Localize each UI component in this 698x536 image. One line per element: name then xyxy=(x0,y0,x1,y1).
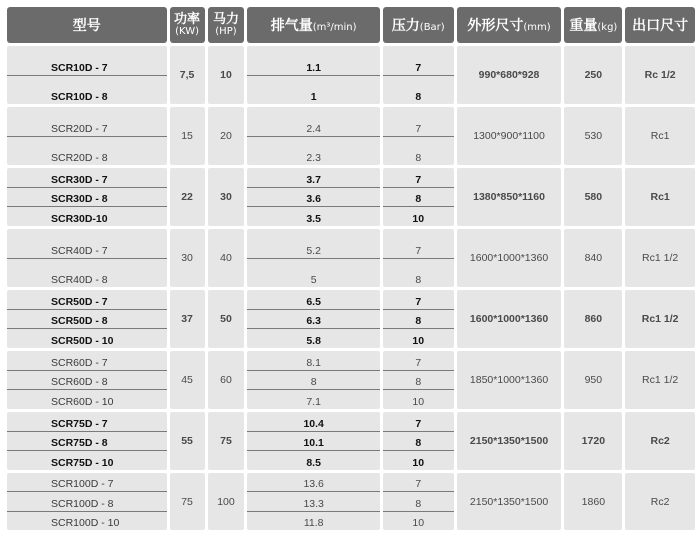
model-cell-item: SCR40D - 8 xyxy=(7,258,167,288)
dimensions-cell: 1600*1000*1360 xyxy=(457,229,562,287)
header-air-flow: 排气量(m³/min) xyxy=(247,7,379,43)
power-hp-cell: 60 xyxy=(208,351,245,409)
air-flow-cell-stack xyxy=(247,46,379,104)
air-flow-cell xyxy=(247,412,379,470)
pressure-cell xyxy=(383,473,454,530)
model-cell-item: SCR40D - 7 xyxy=(51,244,108,257)
pressure-cell-stack xyxy=(383,351,454,409)
spec-group-row xyxy=(7,412,695,470)
pressure-cell-item: 7 xyxy=(415,417,422,430)
header-weight: 重量(kg) xyxy=(564,7,622,43)
power-kw-cell: 15 xyxy=(170,107,205,165)
pressure-cell xyxy=(383,351,454,409)
model-cell xyxy=(7,168,167,226)
air-flow-cell xyxy=(247,351,379,409)
model-cell-item: SCR60D - 8 xyxy=(7,370,167,390)
air-flow-cell-stack xyxy=(247,351,379,409)
air-flow-cell-item: 11.8 xyxy=(247,511,379,530)
air-flow-cell-item: 6.3 xyxy=(247,309,379,329)
power-hp-cell: 10 xyxy=(208,46,245,104)
air-flow-cell-item: 10.1 xyxy=(247,431,379,451)
pressure-cell-item: 8 xyxy=(383,309,454,329)
model-cell xyxy=(7,46,167,104)
air-flow-cell-item: 8.5 xyxy=(247,450,379,470)
pressure-cell xyxy=(383,168,454,226)
header-power-kw: 功率 (KW) xyxy=(170,7,205,43)
air-flow-cell-item: 10.4 xyxy=(303,417,324,430)
model-cell-item: SCR30D-10 xyxy=(7,206,167,226)
pressure-cell-stack xyxy=(383,229,454,287)
header-model: 型号 xyxy=(7,7,167,43)
air-flow-cell-stack xyxy=(247,229,379,287)
dimensions-cell: 1380*850*1160 xyxy=(457,168,562,226)
power-hp-cell: 20 xyxy=(208,107,245,165)
model-cell-item: SCR20D - 7 xyxy=(51,122,108,135)
weight-cell: 580 xyxy=(564,168,622,226)
pressure-cell-item: 8 xyxy=(383,136,454,166)
power-kw-cell: 22 xyxy=(170,168,205,226)
power-hp-cell: 50 xyxy=(208,290,245,348)
air-flow-cell-item: 7.1 xyxy=(247,389,379,409)
pressure-cell-stack xyxy=(383,412,454,470)
model-cell-item: SCR60D - 7 xyxy=(51,356,108,369)
pressure-cell-stack xyxy=(383,168,454,226)
weight-cell: 1860 xyxy=(564,473,622,530)
air-flow-cell-stack xyxy=(247,412,379,470)
model-cell-item: SCR100D - 7 xyxy=(51,478,114,491)
model-cell-item: SCR10D - 7 xyxy=(51,61,108,74)
power-kw-cell: 55 xyxy=(170,412,205,470)
air-flow-cell-item: 5.2 xyxy=(306,244,321,257)
weight-cell: 1720 xyxy=(564,412,622,470)
outlet-cell: Rc1 1/2 xyxy=(625,229,695,287)
air-flow-cell-stack xyxy=(247,473,379,530)
model-cell-item: SCR100D - 10 xyxy=(7,511,167,530)
power-kw-cell: 37 xyxy=(170,290,205,348)
model-cell-item: SCR50D - 7 xyxy=(51,295,108,308)
pressure-cell-item: 10 xyxy=(383,450,454,470)
air-flow-cell-item: 3.6 xyxy=(247,187,379,207)
model-cell-item: SCR75D - 10 xyxy=(7,450,167,470)
header-outlet: 出口尺寸 xyxy=(625,7,695,43)
spec-group-row xyxy=(7,473,695,530)
model-cell-item: SCR50D - 8 xyxy=(7,309,167,329)
pressure-cell-item: 10 xyxy=(383,511,454,530)
air-flow-cell-item: 3.7 xyxy=(306,173,321,186)
model-cell-stack xyxy=(7,290,167,348)
model-cell-stack xyxy=(7,168,167,226)
spec-group-row xyxy=(7,168,695,226)
air-flow-cell-item: 6.5 xyxy=(306,295,321,308)
air-flow-cell xyxy=(247,290,379,348)
model-cell-stack xyxy=(7,107,167,165)
pressure-cell-item: 7 xyxy=(415,356,422,369)
pressure-cell-item: 8 xyxy=(383,258,454,288)
pressure-cell-item: 8 xyxy=(383,370,454,390)
air-flow-cell-item: 3.5 xyxy=(247,206,379,226)
dimensions-cell: 1600*1000*1360 xyxy=(457,290,562,348)
air-flow-cell-item: 1 xyxy=(247,75,379,105)
air-flow-cell xyxy=(247,168,379,226)
pressure-cell-item: 8 xyxy=(383,491,454,510)
weight-cell: 950 xyxy=(564,351,622,409)
pressure-cell xyxy=(383,412,454,470)
model-cell xyxy=(7,290,167,348)
dimensions-cell: 2150*1350*1500 xyxy=(457,412,562,470)
model-cell xyxy=(7,107,167,165)
weight-cell: 860 xyxy=(564,290,622,348)
pressure-cell-item: 8 xyxy=(383,75,454,105)
air-flow-cell-item: 5 xyxy=(247,258,379,288)
outlet-cell: Rc1 xyxy=(625,168,695,226)
pressure-cell-item: 7 xyxy=(415,244,422,257)
air-flow-cell-item: 13.6 xyxy=(303,478,324,491)
air-flow-cell-item: 1.1 xyxy=(306,61,321,74)
model-cell-item: SCR10D - 8 xyxy=(7,75,167,105)
model-cell-item: SCR50D - 10 xyxy=(7,328,167,348)
pressure-cell-item: 8 xyxy=(383,431,454,451)
model-cell xyxy=(7,412,167,470)
air-flow-cell xyxy=(247,46,379,104)
dimensions-cell: 2150*1350*1500 xyxy=(457,473,562,530)
model-cell xyxy=(7,351,167,409)
outlet-cell: Rc 1/2 xyxy=(625,46,695,104)
model-cell xyxy=(7,229,167,287)
power-kw-cell: 7,5 xyxy=(170,46,205,104)
pressure-cell-item: 10 xyxy=(383,206,454,226)
spec-group-row xyxy=(7,46,695,104)
pressure-cell-item: 7 xyxy=(415,61,422,74)
model-cell-stack xyxy=(7,46,167,104)
pressure-cell-item: 8 xyxy=(383,187,454,207)
outlet-cell: Rc1 1/2 xyxy=(625,351,695,409)
header-pressure: 压力(Bar) xyxy=(383,7,454,43)
pressure-cell xyxy=(383,229,454,287)
model-cell-item: SCR60D - 10 xyxy=(7,389,167,409)
pressure-cell xyxy=(383,290,454,348)
model-cell-stack xyxy=(7,229,167,287)
air-flow-cell-stack xyxy=(247,168,379,226)
pressure-cell xyxy=(383,46,454,104)
pressure-cell xyxy=(383,107,454,165)
pressure-cell-item: 7 xyxy=(415,295,422,308)
model-cell xyxy=(7,473,167,530)
pressure-cell-item: 7 xyxy=(415,122,422,135)
dimensions-cell: 1850*1000*1360 xyxy=(457,351,562,409)
power-hp-cell: 40 xyxy=(208,229,245,287)
outlet-cell: Rc2 xyxy=(625,473,695,530)
model-cell-item: SCR30D - 7 xyxy=(51,173,108,186)
pressure-cell-stack xyxy=(383,473,454,530)
pressure-cell-item: 10 xyxy=(383,328,454,348)
spec-group-row xyxy=(7,290,695,348)
dimensions-cell: 990*680*928 xyxy=(457,46,562,104)
model-cell-item: SCR100D - 8 xyxy=(7,491,167,510)
air-flow-cell-item: 8 xyxy=(247,370,379,390)
header-row xyxy=(7,7,695,43)
power-kw-cell: 75 xyxy=(170,473,205,530)
pressure-cell-item: 7 xyxy=(415,173,422,186)
dimensions-cell: 1300*900*1100 xyxy=(457,107,562,165)
pressure-cell-stack xyxy=(383,290,454,348)
weight-cell: 840 xyxy=(564,229,622,287)
power-kw-cell: 30 xyxy=(170,229,205,287)
outlet-cell: Rc2 xyxy=(625,412,695,470)
air-flow-cell-item: 2.4 xyxy=(306,122,321,135)
air-flow-cell xyxy=(247,473,379,530)
weight-cell: 250 xyxy=(564,46,622,104)
spec-group-row xyxy=(7,107,695,165)
model-cell-item: SCR75D - 8 xyxy=(7,431,167,451)
power-hp-cell: 100 xyxy=(208,473,245,530)
model-cell-stack xyxy=(7,412,167,470)
air-flow-cell-stack xyxy=(247,107,379,165)
spec-group-row xyxy=(7,229,695,287)
air-flow-cell-item: 8.1 xyxy=(306,356,321,369)
air-flow-cell-item: 5.8 xyxy=(247,328,379,348)
model-cell-stack xyxy=(7,473,167,530)
spec-table xyxy=(4,4,698,533)
air-flow-cell-stack xyxy=(247,290,379,348)
air-flow-cell-item: 2.3 xyxy=(247,136,379,166)
pressure-cell-item: 10 xyxy=(383,389,454,409)
header-power-hp: 马力 (HP) xyxy=(208,7,245,43)
pressure-cell-item: 7 xyxy=(415,478,422,491)
pressure-cell-stack xyxy=(383,107,454,165)
air-flow-cell xyxy=(247,107,379,165)
outlet-cell: Rc1 xyxy=(625,107,695,165)
pressure-cell-stack xyxy=(383,46,454,104)
model-cell-item: SCR75D - 7 xyxy=(51,417,108,430)
model-cell-item: SCR30D - 8 xyxy=(7,187,167,207)
outlet-cell: Rc1 1/2 xyxy=(625,290,695,348)
power-hp-cell: 30 xyxy=(208,168,245,226)
header-dimensions: 外形尺寸(mm) xyxy=(457,7,562,43)
air-flow-cell-item: 13.3 xyxy=(247,491,379,510)
power-kw-cell: 45 xyxy=(170,351,205,409)
spec-group-row xyxy=(7,351,695,409)
weight-cell: 530 xyxy=(564,107,622,165)
model-cell-stack xyxy=(7,351,167,409)
model-cell-item: SCR20D - 8 xyxy=(7,136,167,166)
air-flow-cell xyxy=(247,229,379,287)
power-hp-cell: 75 xyxy=(208,412,245,470)
